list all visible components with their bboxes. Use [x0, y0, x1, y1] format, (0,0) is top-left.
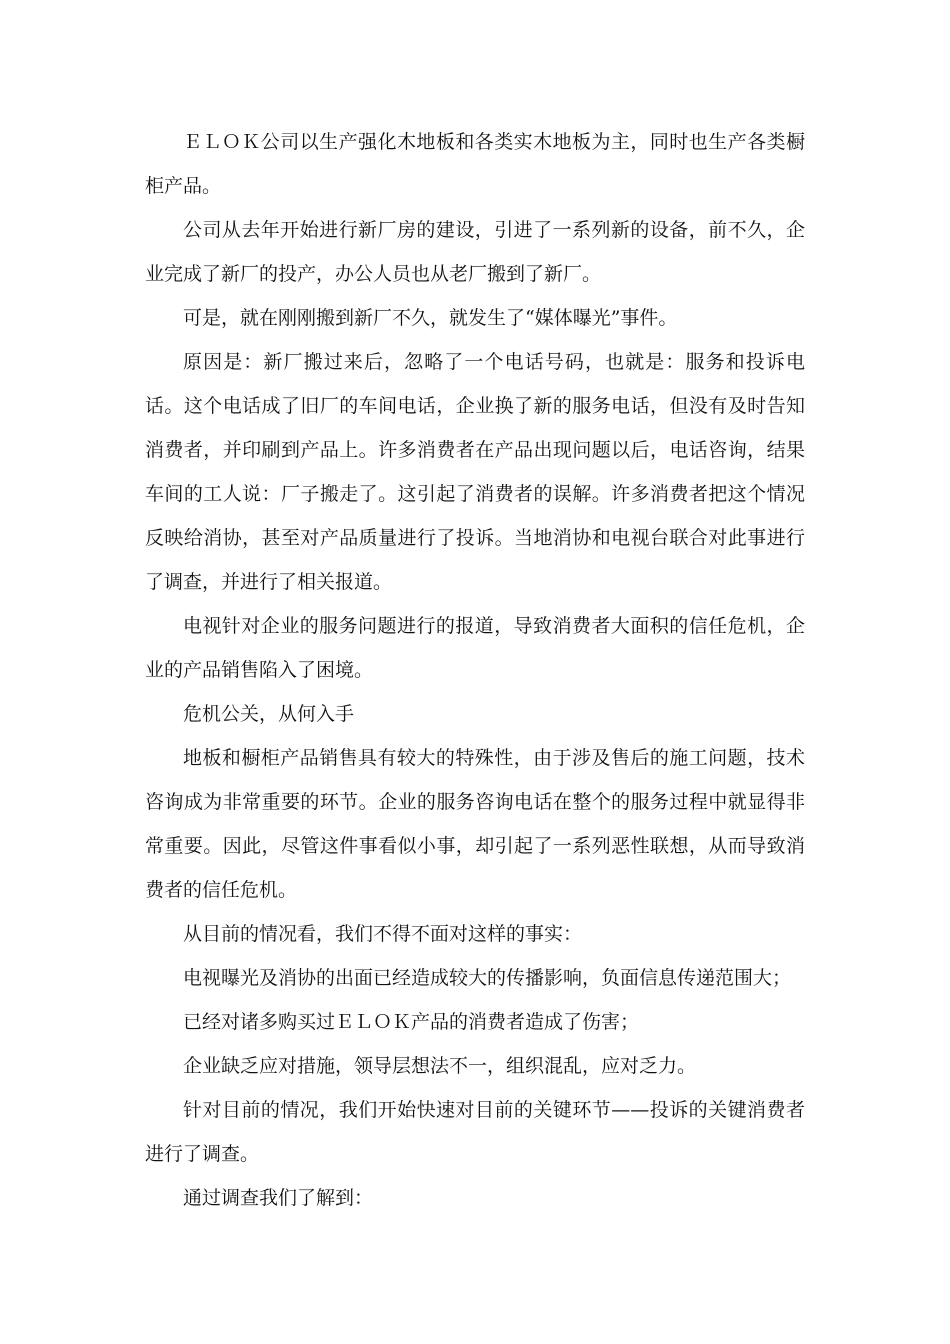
paragraph-12: 针对目前的情况，我们开始快速对目前的关键环节——投诉的关键消费者进行了调查。 — [145, 1099, 805, 1165]
document-body — [145, 120, 805, 1220]
fact-item-3: 企业缺乏应对措施，领导层想法不一，组织混乱，应对乏力。 — [183, 1055, 697, 1077]
paragraph-7: 地板和橱柜产品销售具有较大的特殊性，由于涉及售后的施工问题，技术咨询成为非常重要的环节。企业的服务咨询电话在整个的服务过程中就显得非常重要。因此，尽管这件事看似小事，却引起了一系列恶性联想，从而导致消费者的信任危机。 — [145, 747, 805, 901]
section-heading: 危机公关，从何入手 — [183, 703, 355, 725]
paragraph-4: 原因是：新厂搬过来后，忽略了一个电话号码，也就是：服务和投诉电话。这个电话成了旧厂的车间电话，企业换了新的服务电话，但没有及时告知消费者，并印刷到产品上。许多消费者在产品出现问题以后，电话咨询，结果车间的工人说：厂子搬走了。这引起了消费者的误解。许多消费者把这个情况反映给消协，甚至对产品质量进行了投诉。当地消协和电视台联合对此事进行了调查，并进行了相关报道。 — [145, 351, 805, 593]
paragraph-2: 公司从去年开始进行新厂房的建设，引进了一系列新的设备，前不久，企业完成了新厂的投产，办公人员也从老厂搬到了新厂。 — [145, 219, 805, 285]
paragraph-3: 可是，就在刚刚搬到新厂不久，就发生了“媒体曝光”事件。 — [183, 307, 678, 329]
paragraph-1: ＥＬＯＫ公司以生产强化木地板和各类实木地板为主，同时也生产各类橱柜产品。 — [145, 131, 805, 197]
paragraph-5: 电视针对企业的服务问题进行的报道，导致消费者大面积的信任危机，企业的产品销售陷入了困境。 — [145, 615, 805, 681]
paragraph-13: 通过调查我们了解到： — [183, 1187, 374, 1209]
fact-item-2: 已经对诸多购买过ＥＬＯＫ产品的消费者造成了伤害； — [183, 1011, 640, 1033]
fact-item-1: 电视曝光及消协的出面已经造成较大的传播影响，负面信息传递范围大； — [183, 967, 792, 989]
paragraph-8: 从目前的情况看，我们不得不面对这样的事实： — [183, 923, 583, 945]
